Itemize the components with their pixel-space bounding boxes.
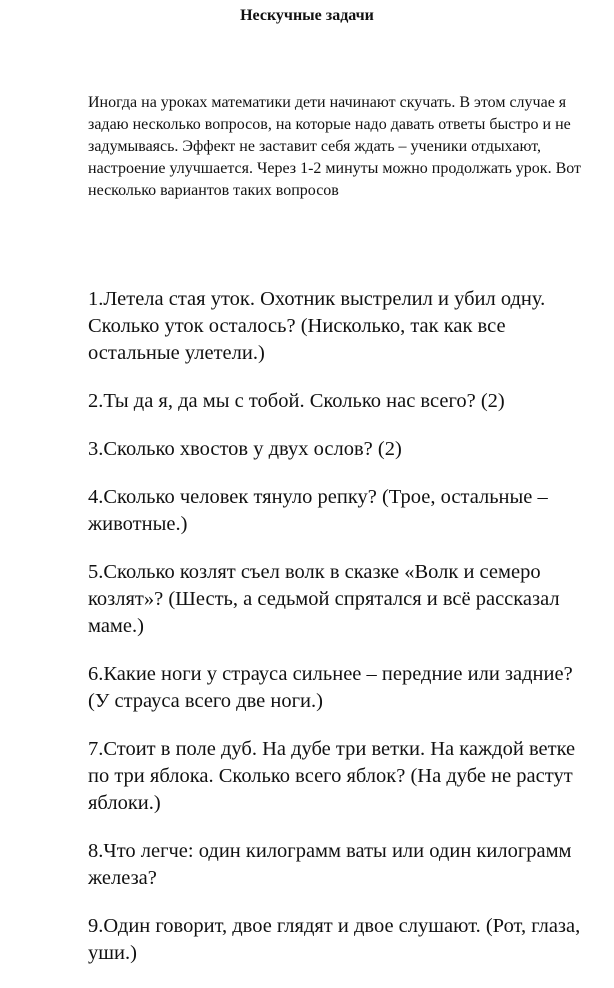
question-item: 2.Ты да я, да мы с тобой. Сколько нас всего? (2) [88,390,505,412]
intro-paragraph: Иногда на уроках математики дети начинают скучать. В этом случае я задаю несколько вопросов, на которые надо давать ответы быстро и не задумываясь. Эффект не заставит себя ждать – ученики отдыхают, настроение улучшается. Через 1-2 минуты можно продолжать урок. Вот несколько вариантов таких вопросов [88,94,582,199]
question-item: 8.Что легче: один килограмм ваты или один килограмм железа? [88,840,572,889]
question-item: 3.Сколько хвостов у двух ослов? (2) [88,438,402,460]
question-item: 5.Сколько козлят съел волк в сказке «Волк и семеро козлят»? (Шесть, а седьмой спрятался и всё рассказал маме.) [88,561,560,637]
document-title: Нескучные задачи [240,7,374,24]
question-item: 7.Стоит в поле дуб. На дубе три ветки. На каждой ветке по три яблока. Сколько всего яблок? (На дубе не растут яблоки.) [88,738,576,814]
question-item: 1.Летела стая уток. Охотник выстрелил и убил одну. Сколько уток осталось? (Нисколько, так как все остальные улетели.) [88,288,546,364]
question-item: 6.Какие ноги у страуса сильнее – передние или задние? (У страуса всего две ноги.) [88,663,573,712]
question-item: 9.Один говорит, двое глядят и двое слушают. (Рот, глаза, уши.) [88,915,581,964]
question-list [88,286,588,988]
question-item: 4.Сколько человек тянуло репку? (Трое, остальные – животные.) [88,486,548,535]
